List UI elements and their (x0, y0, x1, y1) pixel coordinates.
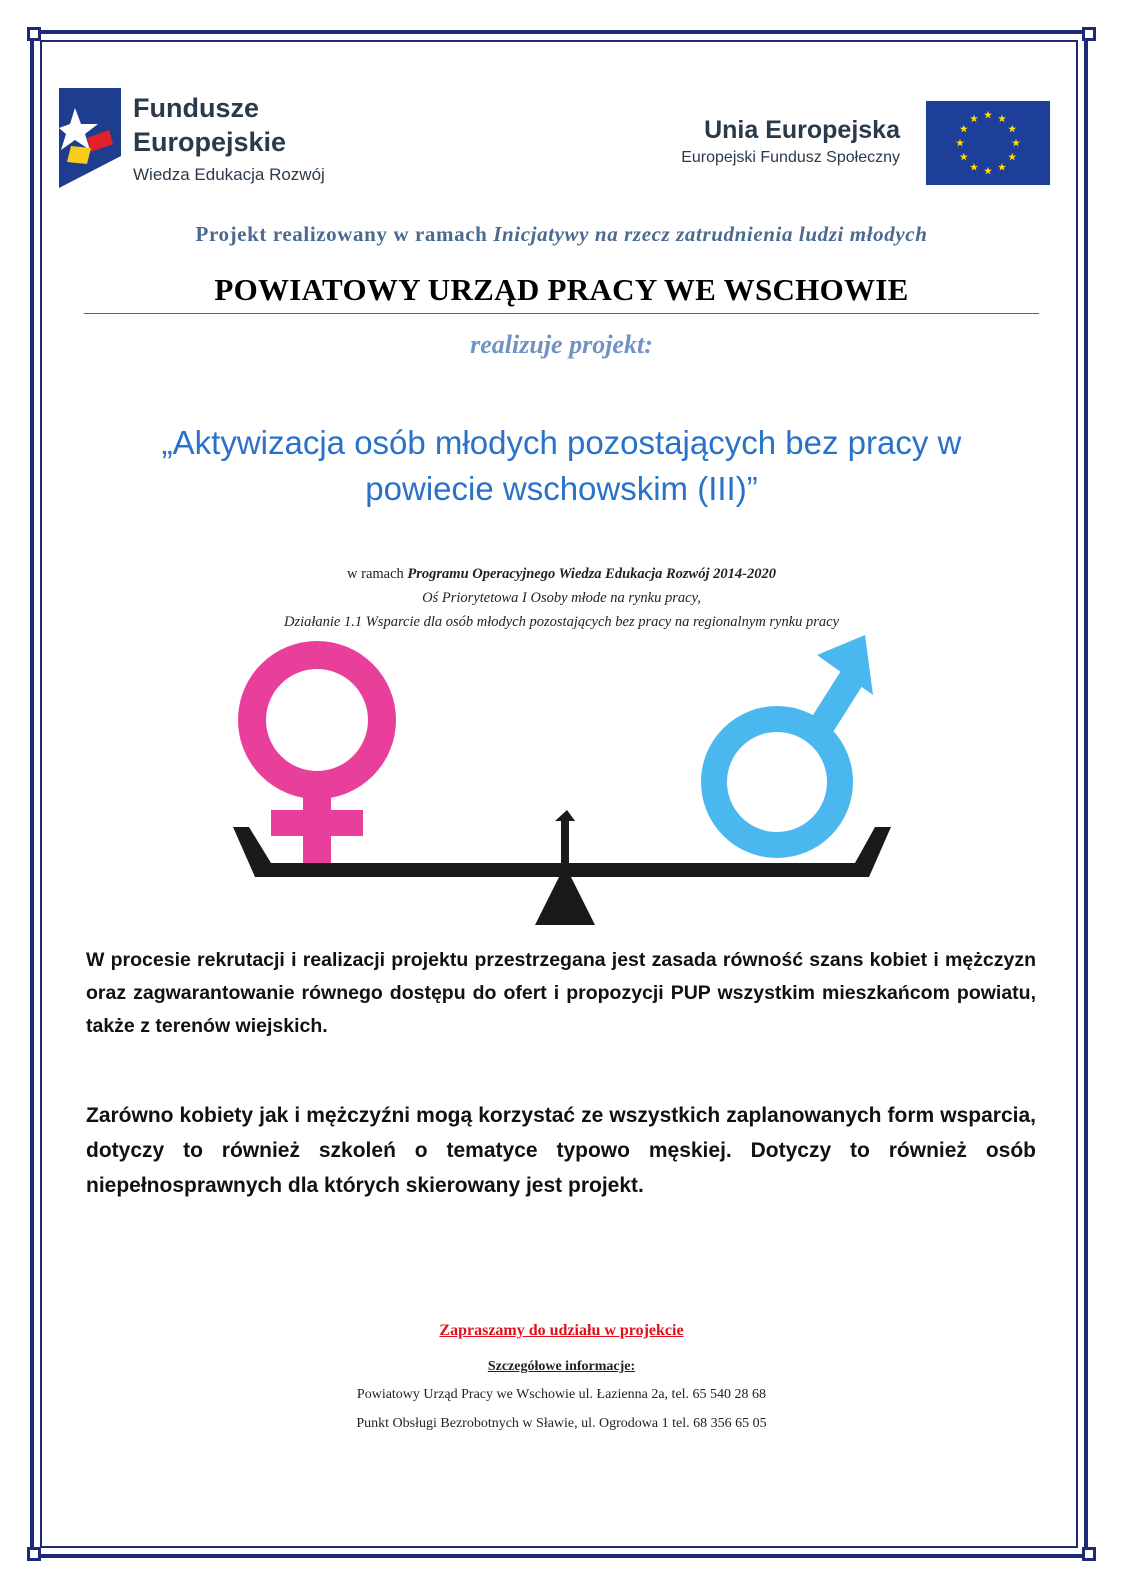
program-line (110, 562, 1013, 586)
project-title-line-2: powiecie wschowskim (III)” (365, 470, 758, 507)
project-initiative: Inicjatywy na rzecz zatrudnienia ludzi młodych (493, 222, 928, 246)
ue-logo-text-1: Unia Europejska (704, 116, 900, 144)
gender-equality-illustration (165, 585, 955, 935)
program-info (110, 562, 1013, 634)
realizuje-label: realizuje projekt: (470, 330, 653, 359)
project-prefix: Projekt realizowany w ramach (195, 222, 494, 246)
male-symbol-icon (714, 635, 873, 845)
divider (84, 313, 1039, 314)
body-paragraph-2: Zarówno kobiety jak i mężczyźni mogą korzystać ze wszystkich zaplanowanych form wsparcia, dotyczy to również szkoleń o tematyce typowo męskiej. Dotyczy to również osób niepełnosprawnych dla których skierowany jest projekt. (86, 1104, 1036, 1197)
frame-corner (27, 1547, 41, 1561)
program-prefix: w ramach (347, 566, 408, 582)
fe-logo-text-2: Europejskie (133, 127, 287, 157)
program-axis: Oś Priorytetowa I Osoby młode na rynku pracy, (422, 590, 701, 606)
fe-logo-text-3: Wiedza Edukacja Rozwój (133, 165, 325, 184)
fe-logo-icon (57, 86, 123, 190)
office-title: POWIATOWY URZĄD PRACY WE WSCHOWIE (214, 272, 909, 307)
frame-corner (1082, 1547, 1096, 1561)
invite-text: Zapraszamy do udziału w projekcie (439, 1322, 684, 1339)
project-title-line-1: „Aktywizacja osób młodych pozostających bez pracy w (161, 424, 962, 461)
address-line-2: Punkt Obsługi Bezrobotnych w Sławie, ul. Ogrodowa 1 tel. 68 356 65 05 (356, 1416, 767, 1431)
frame-corner (27, 27, 41, 41)
program-action: Działanie 1.1 Wsparcie dla osób młodych pozostających bez pracy na regionalnym rynku pracy (283, 614, 840, 630)
project-initiative-line (60, 222, 1063, 247)
ue-logo-text-2: Europejski Fundusz Społeczny (681, 149, 900, 166)
frame-corner (1082, 27, 1096, 41)
details-heading: Szczegółowe informacje: (487, 1359, 636, 1374)
eu-flag-icon (926, 101, 1050, 185)
fe-logo-text-1: Fundusze (133, 93, 259, 123)
body-paragraph-1: W procesie rekrutacji i realizacji projektu przestrzegana jest zasada równość szans kobiet i mężczyzn oraz zagwarantowanie równego dostępu do ofert i propozycji PUP wszystkim mieszkańcom powiatu, także z terenów wiejskich. (86, 949, 1036, 1037)
program-name: Programu Operacyjnego Wiedza Edukacja Rozwój 2014-2020 (407, 566, 776, 582)
address-line-1: Powiatowy Urząd Pracy we Wschowie ul. Łazienna 2a, tel. 65 540 28 68 (356, 1387, 767, 1402)
project-title (90, 420, 1033, 512)
female-symbol-icon (252, 655, 382, 863)
